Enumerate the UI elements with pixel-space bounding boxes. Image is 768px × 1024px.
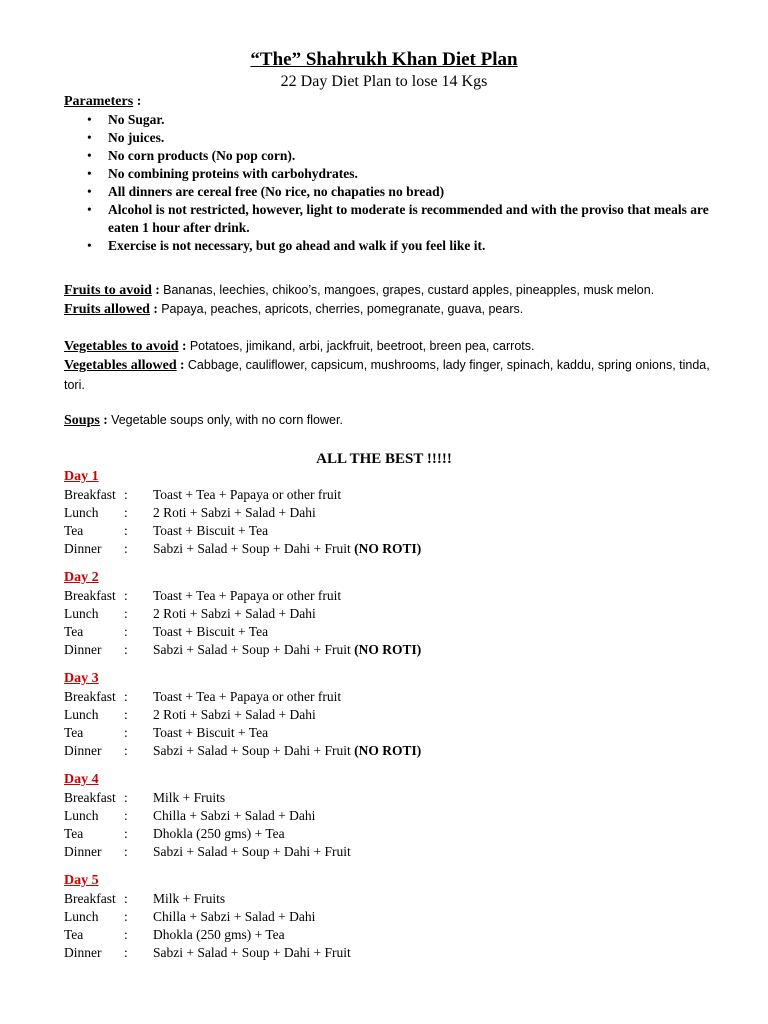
meal-name: Dinner	[64, 945, 102, 960]
meal-food-text: Sabzi + Salad + Soup + Dahi + Fruit	[153, 945, 351, 960]
all-the-best-heading: ALL THE BEST !!!!!	[316, 451, 452, 467]
meal-food	[153, 742, 421, 760]
day-block-1	[64, 468, 714, 558]
meal-colon: :	[124, 689, 128, 704]
soups-label: Soups	[64, 413, 100, 428]
meal-food	[153, 807, 315, 825]
meal-food	[153, 843, 351, 861]
meal-colon: :	[124, 642, 128, 657]
meal-name: Lunch	[64, 505, 99, 520]
meal-colon: :	[124, 707, 128, 722]
meal-food	[153, 623, 268, 641]
meal-food-text: Toast + Tea + Papaya or other fruit	[153, 689, 342, 704]
meal-name: Tea	[64, 624, 84, 639]
meal-food	[153, 587, 341, 605]
day-block-3	[64, 670, 714, 760]
meal-food-text: 2 Roti + Sabzi + Salad + Dahi	[153, 606, 316, 621]
meal-food-text: Toast + Biscuit + Tea	[153, 624, 269, 639]
meal-colon: :	[124, 541, 128, 556]
meal-row	[64, 641, 714, 659]
parameters-colon: :	[136, 94, 142, 109]
meal-food-text: Toast + Tea + Papaya or other fruit	[153, 588, 342, 603]
day-title: Day 3	[64, 671, 99, 686]
day-title: Day 1	[64, 469, 99, 484]
meal-food-text: Milk + Fruits	[153, 891, 226, 906]
meal-food	[153, 688, 341, 706]
day-block-4	[64, 771, 714, 861]
day-title: Day 4	[64, 772, 99, 787]
meal-colon: :	[124, 487, 128, 502]
meal-name: Breakfast	[64, 487, 116, 502]
day-block-5	[64, 872, 714, 962]
meal-row	[64, 843, 714, 861]
meal-colon: :	[124, 523, 128, 538]
meal-food	[153, 540, 421, 558]
vegetables-to-avoid-text: Potatoes, jimikand, arbi, jackfruit, beetroot, breen pea, carrots.	[189, 339, 535, 353]
vegetables-to-avoid-label: Vegetables to avoid	[64, 339, 179, 354]
meal-colon: :	[124, 808, 128, 823]
meal-name: Breakfast	[64, 891, 116, 906]
meal-row	[64, 724, 714, 742]
vegetables-allowed-label: Vegetables allowed	[64, 358, 177, 373]
meal-colon: :	[124, 505, 128, 520]
meal-row	[64, 908, 714, 926]
meal-colon: :	[124, 945, 128, 960]
meal-name: Breakfast	[64, 790, 116, 805]
fruits-allowed-text: Papaya, peaches, apricots, cherries, pomegranate, guava, pears.	[161, 302, 524, 316]
meal-food-text: Sabzi + Salad + Soup + Dahi + Fruit	[153, 541, 351, 556]
day-title: Day 5	[64, 873, 99, 888]
meal-food	[153, 486, 341, 504]
page-title: “The” Shahrukh Khan Diet Plan	[250, 49, 518, 70]
meal-name: Lunch	[64, 808, 99, 823]
meal-row	[64, 623, 714, 641]
meal-row	[64, 825, 714, 843]
soups	[64, 411, 714, 431]
meal-food-text: Dhokla (250 gms) + Tea	[153, 826, 285, 841]
meal-food-text: 2 Roti + Sabzi + Salad + Dahi	[153, 707, 316, 722]
meal-food	[153, 522, 268, 540]
meal-name: Breakfast	[64, 588, 116, 603]
meal-note: (NO ROTI)	[354, 642, 422, 657]
meal-food	[153, 504, 316, 522]
meal-food-text: Sabzi + Salad + Soup + Dahi + Fruit	[153, 844, 351, 859]
vegetables-allowed-text: Cabbage, cauliflower, capsicum, mushrooms, lady finger, spinach, kaddu, spring onions, tinda, tori.	[64, 358, 710, 392]
meal-row	[64, 522, 714, 540]
vegetables-allowed-colon: :	[180, 357, 185, 372]
meal-colon: :	[124, 606, 128, 621]
soups-colon: :	[103, 412, 108, 427]
meal-colon: :	[124, 743, 128, 758]
meal-food-text: 2 Roti + Sabzi + Salad + Dahi	[153, 505, 316, 520]
meal-food	[153, 641, 421, 659]
meal-name: Dinner	[64, 541, 102, 556]
meal-row	[64, 587, 714, 605]
meal-food	[153, 890, 225, 908]
parameters-list	[64, 111, 724, 255]
vegetables-to-avoid-colon: :	[181, 338, 187, 353]
meal-row	[64, 706, 714, 724]
fruits-allowed	[64, 300, 714, 320]
parameter-item: • No Sugar.	[64, 111, 724, 129]
fruits-to-avoid	[64, 281, 714, 301]
parameter-item: • Alcohol is not restricted, however, light to moderate is recommended and with the proviso that meals are eaten 1 hour after drink.	[64, 201, 724, 237]
parameter-item: • All dinners are cereal free (No rice, no chapaties no bread)	[64, 183, 724, 201]
meal-note: (NO ROTI)	[354, 743, 422, 758]
meal-colon: :	[124, 790, 128, 805]
meal-name: Lunch	[64, 909, 99, 924]
meal-food-text: Toast + Biscuit + Tea	[153, 725, 269, 740]
parameter-item: • No corn products (No pop corn).	[64, 147, 724, 165]
meal-food	[153, 724, 268, 742]
meal-row	[64, 486, 714, 504]
meal-name: Dinner	[64, 844, 102, 859]
meal-colon: :	[124, 624, 128, 639]
meal-food	[153, 825, 285, 843]
fruits-to-avoid-text: Bananas, leechies, chikoo’s, mangoes, grapes, custard apples, pineapples, musk melon.	[163, 283, 655, 297]
meal-colon: :	[124, 891, 128, 906]
meal-food-text: Milk + Fruits	[153, 790, 226, 805]
meal-colon: :	[124, 844, 128, 859]
meal-food-text: Chilla + Sabzi + Salad + Dahi	[153, 909, 316, 924]
day-block-2	[64, 569, 714, 659]
meal-name: Dinner	[64, 743, 102, 758]
parameter-item: • No juices.	[64, 129, 724, 147]
meal-food	[153, 706, 316, 724]
fruits-allowed-colon: :	[153, 301, 158, 316]
meal-colon: :	[124, 826, 128, 841]
meal-food	[153, 926, 285, 944]
meal-name: Lunch	[64, 606, 99, 621]
meal-colon: :	[124, 909, 128, 924]
vegetables-to-avoid	[64, 337, 714, 357]
day-title: Day 2	[64, 570, 99, 585]
meal-food-text: Sabzi + Salad + Soup + Dahi + Fruit	[153, 642, 351, 657]
meal-row	[64, 688, 714, 706]
meal-name: Tea	[64, 725, 84, 740]
meal-row	[64, 944, 714, 962]
parameters-heading	[64, 93, 141, 111]
parameter-item: • No combining proteins with carbohydrates.	[64, 165, 724, 183]
meal-row	[64, 789, 714, 807]
meal-food-text: Sabzi + Salad + Soup + Dahi + Fruit	[153, 743, 351, 758]
meal-food	[153, 908, 315, 926]
meal-name: Tea	[64, 826, 84, 841]
meal-food	[153, 605, 316, 623]
vegetables-allowed	[64, 356, 714, 394]
meal-food	[153, 789, 225, 807]
meal-colon: :	[124, 927, 128, 942]
meal-name: Dinner	[64, 642, 102, 657]
meal-name: Tea	[64, 927, 84, 942]
meal-name: Tea	[64, 523, 84, 538]
meal-row	[64, 742, 714, 760]
meal-food-text: Chilla + Sabzi + Salad + Dahi	[153, 808, 316, 823]
soups-text: Vegetable soups only, with no corn flower.	[111, 413, 343, 427]
meal-food	[153, 944, 351, 962]
meal-food-text: Dhokla (250 gms) + Tea	[153, 927, 285, 942]
meal-note: (NO ROTI)	[354, 541, 422, 556]
meal-row	[64, 540, 714, 558]
page-subtitle: 22 Day Diet Plan to lose 14 Kgs	[280, 73, 488, 90]
meal-row	[64, 504, 714, 522]
fruits-to-avoid-colon: :	[155, 282, 160, 297]
meal-name: Breakfast	[64, 689, 116, 704]
meal-row	[64, 926, 714, 944]
meal-row	[64, 605, 714, 623]
meal-food-text: Toast + Biscuit + Tea	[153, 523, 269, 538]
meal-name: Lunch	[64, 707, 99, 722]
fruits-to-avoid-label: Fruits to avoid	[64, 283, 152, 298]
meal-colon: :	[124, 725, 128, 740]
fruits-allowed-label: Fruits allowed	[64, 302, 150, 317]
meal-food-text: Toast + Tea + Papaya or other fruit	[153, 487, 342, 502]
parameters-label: Parameters	[64, 94, 134, 109]
meal-row	[64, 807, 714, 825]
parameter-item: • Exercise is not necessary, but go ahead and walk if you feel like it.	[64, 237, 724, 255]
meal-colon: :	[124, 588, 128, 603]
meal-row	[64, 890, 714, 908]
